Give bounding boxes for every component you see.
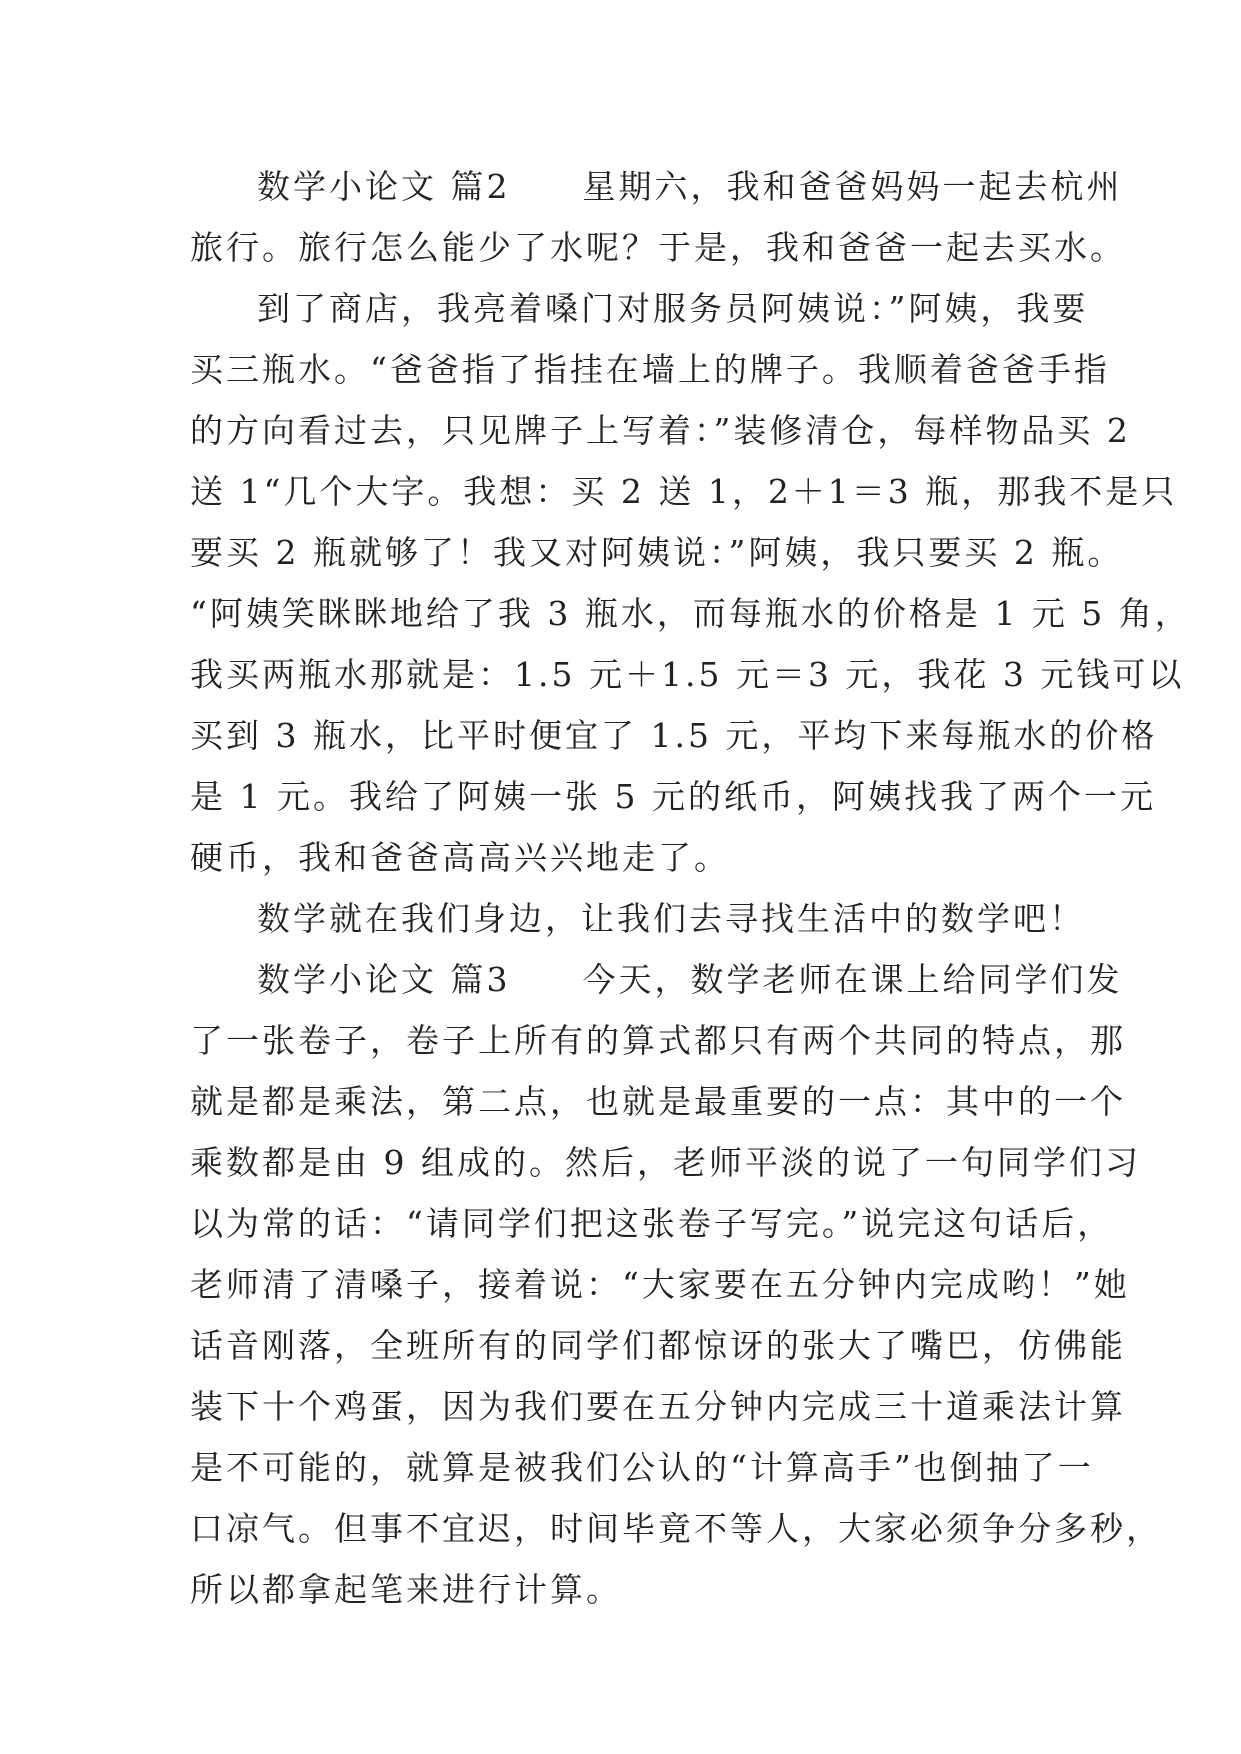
text-line: 老师清了清嗓子，接着说：“大家要在五分钟内完成哟！”她 xyxy=(190,1265,1130,1304)
text-line: 要买 2 瓶就够了！我又对阿姨说：”阿姨，我只要买 2 瓶。 xyxy=(190,533,1124,572)
text-line: “阿姨笑眯眯地给了我 3 瓶水，而每瓶水的价格是 1 元 5 角， xyxy=(190,594,1191,633)
text-line: 就是都是乘法，第二点，也就是最重要的一点：其中的一个 xyxy=(190,1082,1126,1121)
text-line: 以为常的话：“请同学们把这张卷子写完。”说完这句话后， xyxy=(190,1204,1114,1243)
text-line: 数学小论文 篇2 星期六，我和爸爸妈妈一起去杭州 xyxy=(257,167,1123,206)
text-line: 数学就在我们身边，让我们去寻找生活中的数学吧！ xyxy=(257,899,1085,938)
text-line: 硬币，我和爸爸高高兴兴地走了。 xyxy=(190,838,730,877)
text-line: 到了商店，我亮着嗓门对服务员阿姨说：”阿姨，我要 xyxy=(257,289,1089,328)
text-line: 装下十个鸡蛋，因为我们要在五分钟内完成三十道乘法计算 xyxy=(190,1387,1126,1426)
text-line: 话音刚落，全班所有的同学们都惊讶的张大了嘴巴，仿佛能 xyxy=(190,1326,1126,1365)
text-line: 的方向看过去，只见牌子上写着：”装修清仓，每样物品买 2 xyxy=(190,411,1131,450)
text-line: 送 1“几个大字。我想：买 2 送 1，2＋1＝3 瓶，那我不是只 xyxy=(190,472,1178,511)
text-line: 数学小论文 篇3 今天，数学老师在课上给同学们发 xyxy=(257,960,1123,999)
text-line: 所以都拿起笔来进行计算。 xyxy=(190,1570,622,1609)
text-line: 口凉气。但事不宜迟，时间毕竟不等人，大家必须争分多秒， xyxy=(190,1509,1162,1548)
text-line: 买到 3 瓶水，比平时便宜了 1.5 元，平均下来每瓶水的价格 xyxy=(190,716,1158,755)
text-line: 是 1 元。我给了阿姨一张 5 元的纸币，阿姨找我了两个一元 xyxy=(190,777,1156,816)
text-line: 买三瓶水。“爸爸指了指挂在墙上的牌子。我顺着爸爸手指 xyxy=(190,350,1110,389)
text-line: 是不可能的，就算是被我们公认的“计算高手”也倒抽了一 xyxy=(190,1448,1094,1487)
text-line: 我买两瓶水那就是：1.5 元＋1.5 元＝3 元，我花 3 元钱可以 xyxy=(190,655,1185,694)
text-line: 旅行。旅行怎么能少了水呢？于是，我和爸爸一起去买水。 xyxy=(190,228,1126,267)
text-line: 乘数都是由 9 组成的。然后，老师平淡的说了一句同学们习 xyxy=(190,1143,1141,1182)
text-line: 了一张卷子，卷子上所有的算式都只有两个共同的特点，那 xyxy=(190,1021,1126,1060)
